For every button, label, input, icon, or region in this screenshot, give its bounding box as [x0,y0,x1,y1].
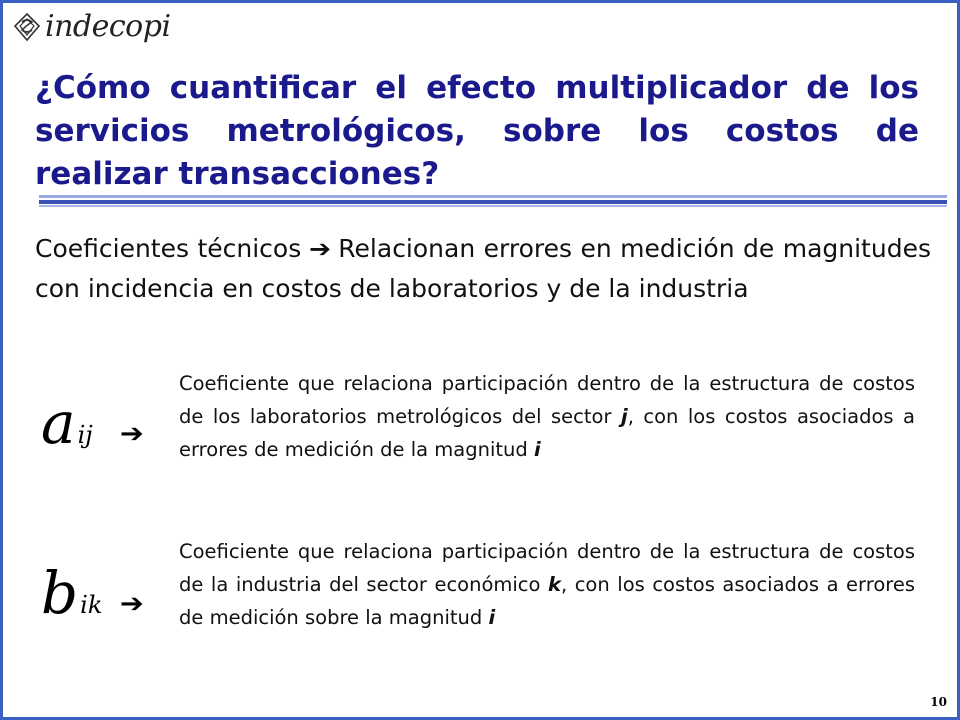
logo-text: indecopi [45,9,171,44]
right-arrow-icon: ➔ [308,235,331,263]
intro-paragraph [35,229,931,309]
slide-title: ¿Cómo cuantificar el efecto multiplicador de los servicios metrológicos, sobre los costos de realizar transacciones? [35,70,919,192]
variable-i: i [533,438,541,461]
intro-text: Relacionan errores en medición de magnitudes con incidencia en costos de laboratorios y de la industria [35,234,931,303]
page-number: 10 [930,695,947,709]
right-arrow-icon: ➔ [119,419,144,449]
variable-i: i [488,606,496,629]
right-arrow-icon: ➔ [119,589,144,619]
symbol-subscript: ik [80,591,103,619]
desc-text: , con los costos asociados a errores de medición de la magnitud [179,405,915,461]
intro-term: Coeficientes técnicos [35,234,302,263]
desc-text: Coeficiente que relaciona participación dentro de la estructura de costos de los laboratorios metrológicos del sector [179,372,915,428]
title-divider [39,194,947,208]
indecopi-diamond-logo-icon [13,12,41,42]
coefficient-description [179,535,915,634]
symbol-base: a [41,389,76,457]
desc-text: , con los costos asociados a errores de medición sobre la magnitud [179,573,915,629]
symbol-base: b [41,559,79,627]
desc-text: Coeficiente que relaciona participación dentro de la estructura de costos de la industria del sector económico [179,540,915,596]
coefficient-description [179,367,915,466]
coefficient-symbol [41,559,103,627]
indecopi-logo [13,9,171,44]
symbol-subscript: ij [77,421,93,449]
coefficient-symbol [41,389,91,457]
variable-k: k [548,573,561,596]
variable-j: j [621,405,628,428]
